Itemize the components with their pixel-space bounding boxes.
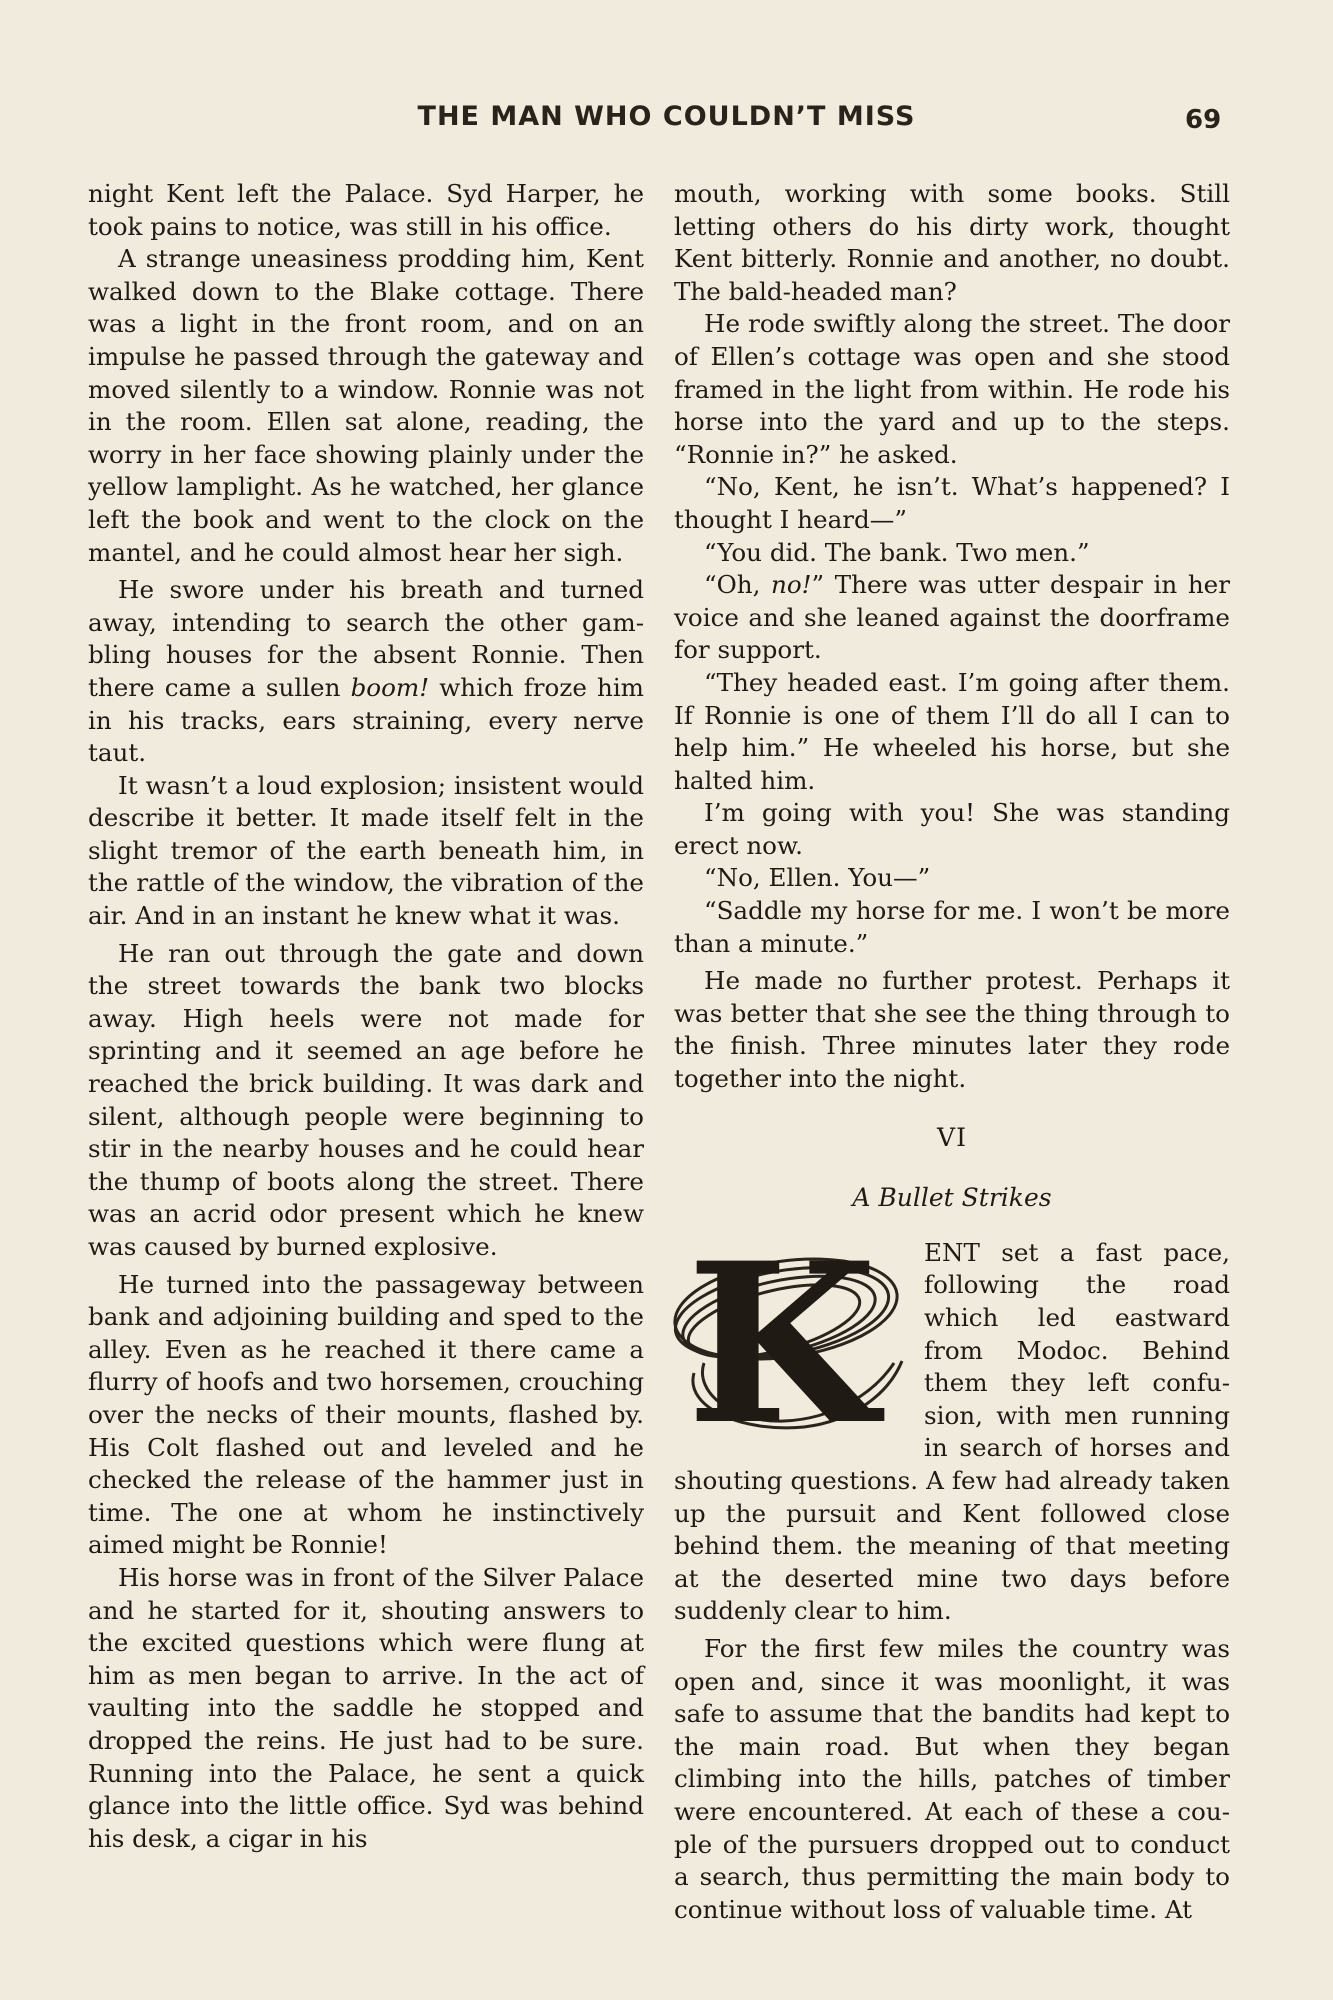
emphasis-text: no!: [771, 570, 812, 600]
paragraph: “You did. The bank. Two men.”: [704, 537, 1090, 567]
paragraph: He ran out through the gate and down the street towards the bank two blocks away. High heels were not made for sprinting and it seemed an age before he reached the brick building. It was dark and silent, although people were beginning to stir in the nearby houses and he could hear the thump of boots along the street. There was an acrid odor present which he knew was caused by burned explosive.: [88, 938, 644, 1261]
paragraph: He turned into the passageway between bank and adjoining building and sped to the alley. Even as he reached it there came a flurry of hoofs and two horsemen, crouching over the necks of their mounts, flashed by. His Colt flashed out and leveled and he checked the release of the hammer just in time. The one at whom he instinctively aimed might be Ronnie!: [88, 1269, 644, 1560]
chapter-title: A Bullet Strikes: [852, 1183, 1052, 1213]
paragraph: His horse was in front of the Silver Palace and he started for it, shouting answers to the excited questions which were flung at him as men began to arrive. In the act of vaulting into the saddle he stopped and dropped the reins. He just had to be sure. Running into the Palace, he sent a quick glance into the little office. Syd was behind his desk, a cigar in his: [88, 1562, 644, 1853]
paragraph: A strange uneasiness prodding him, Kent walked down to the Blake cottage. There was a light in the front room, and on an impulse he passed through the gateway and moved silently to a window. Ronnie was not in the room. Ellen sat alone, reading, the worry in her face showing plainly under the yellow lamplight. As he watched, her glance left the book and went to the clock on the mantel, and he could almost hear her sigh.: [88, 244, 644, 567]
paragraph-text: He swore under his breath and turned away, intending to search the other gambling houses for the absent Ronnie. Then there came a sullen: [88, 575, 644, 702]
paragraph-text: which froze him in his tracks, ears straining, every nerve taut.: [88, 672, 645, 768]
paragraph: night Kent left the Palace. Syd Harper, he took pains to notice, was still in his office.: [88, 179, 644, 241]
paragraph: “No, Ellen. You—”: [704, 863, 931, 893]
paragraph: It wasn’t a loud explosion; insistent would describe it better. It made itself felt in the slight tremor of the earth beneath him, in the rattle of the window, the vibration of the air. And in an instant he knew what it was.: [88, 770, 644, 931]
paragraph: mouth, working with some books. Still letting others do his dirty work, thought Kent bitterly. Ronnie and another, no doubt. The bald-headed man?: [674, 179, 1230, 306]
paragraph-text: ” There was utter despair in her voice and she leaned against the doorframe for support.: [674, 570, 1230, 665]
paragraph-text: “Oh,: [704, 570, 772, 600]
running-head-title: THE MAN WHO COULDN’T MISS: [417, 101, 916, 132]
left-column: [88, 178, 644, 1855]
paragraph-text: ENT set a fast pace, following the road which led eastward from Modoc. Behind them they left confusion, with men running in search of horses and shouting questions. A few had already taken up the pursuit and Kent followed close behind them. the meaning of that meeting at the deserted mine two days before suddenly clear to him.: [674, 1237, 1230, 1626]
paragraph: For the first few miles the country was open and, since it was moonlight, it was safe to assume that the bandits had kept to the main road. But when they began climbing into the hills, patches of timber were encountered. At each of these a couple of the pursuers dropped out to conduct a search, thus permitting the main body to continue without loss of valuable time. At: [674, 1633, 1230, 1924]
paragraph: I’m going with you! She was standing erect now.: [674, 798, 1230, 860]
paragraph: [674, 1237, 1230, 1628]
paragraph: “They headed east. I’m going after them. If Ronnie is one of them I’ll do all I can to help him.” He wheeled his horse, but she halted him.: [674, 667, 1230, 795]
drop-cap-letter: K: [686, 1242, 878, 1441]
paragraph: [88, 574, 644, 770]
paragraph: He made no further protest. Perhaps it was better that she see the thing through to the finish. Three minutes later they rode together into the night.: [674, 966, 1230, 1094]
drop-cap-lasso-icon: [664, 1243, 914, 1441]
paragraph: He rode swiftly along the street. The door of Ellen’s cottage was open and she stood framed in the light from within. He rode his horse into the yard and up to the steps. “Ronnie in?” he asked.: [674, 309, 1230, 469]
running-head: [0, 101, 1333, 141]
paragraph: “Saddle my horse for me. I won’t be more than a minute.”: [674, 896, 1230, 958]
paragraph: [674, 569, 1230, 667]
chapter-number: VI: [937, 1122, 967, 1152]
right-column: [674, 178, 1230, 1926]
page-number: 69: [1185, 105, 1222, 135]
emphasis-text: boom!: [350, 672, 430, 702]
paragraph: “No, Kent, he isn’t. What’s happened? I thought I heard—”: [674, 472, 1230, 534]
